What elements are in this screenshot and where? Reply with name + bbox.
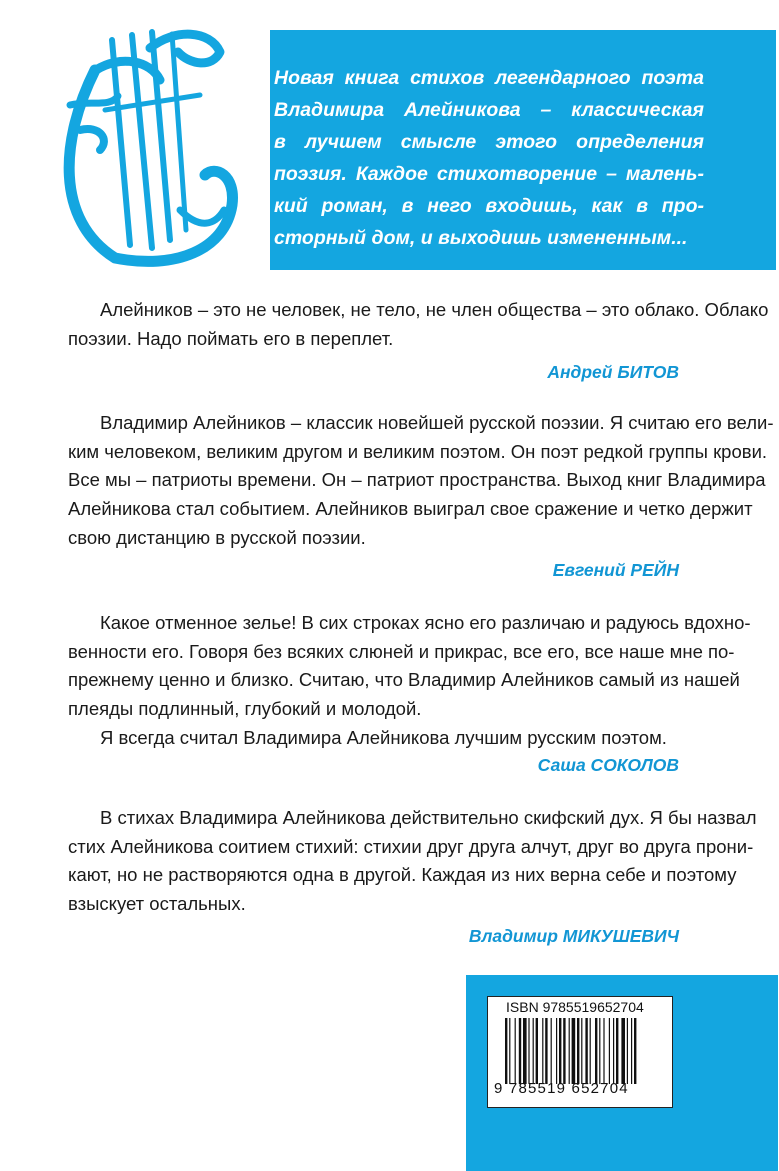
barcode-bar bbox=[621, 1018, 625, 1084]
barcode-bar bbox=[603, 1018, 604, 1084]
barcode-bar bbox=[613, 1018, 614, 1084]
barcode-bar bbox=[563, 1018, 565, 1084]
quote-text bbox=[68, 609, 751, 753]
barcode-bar bbox=[577, 1018, 579, 1084]
lyre-icon bbox=[0, 0, 270, 280]
barcode-bar bbox=[627, 1018, 628, 1084]
quote-text bbox=[68, 296, 769, 353]
barcode-bar bbox=[599, 1018, 600, 1084]
quote-line: венности его. Говоря без всяких слюней и прикрас, все его, все наше мне по- bbox=[68, 640, 735, 662]
blurb-line: сторный дом, и выходишь измененным... bbox=[274, 227, 688, 249]
barcode-bar bbox=[536, 1018, 538, 1084]
barcode-bar bbox=[545, 1018, 547, 1084]
quote-line: поэзии. Надо поймать его в переплет. bbox=[68, 327, 394, 349]
quote-line: взыскует остальных. bbox=[68, 893, 246, 915]
barcode-bar bbox=[528, 1018, 529, 1084]
quote-line: Какое отменное зелье! В сих строках ясно его различаю и радуюсь вдохно- bbox=[100, 612, 751, 633]
barcode-bar bbox=[609, 1018, 610, 1084]
barcode-bar bbox=[515, 1018, 516, 1084]
quote-line: плеяды подлинный, глубокий и молодой. bbox=[68, 698, 422, 720]
barcode-bar bbox=[551, 1018, 552, 1084]
blurb-line: Владимира Алейникова – классическая bbox=[274, 99, 704, 121]
quote-line: стих Алейникова соитием стихий: стихии друг друга алчут, друг во друга прони- bbox=[68, 835, 754, 857]
blurb-line: поэзия. Каждое стихотворение – малень- bbox=[274, 163, 704, 185]
barcode-bar bbox=[509, 1018, 510, 1084]
barcode-bar bbox=[590, 1018, 591, 1084]
quote-line: Алейникова стал событием. Алейников выиграл свое сражение и четко держит bbox=[68, 498, 753, 520]
isbn-digits: 9 785519 652704 bbox=[494, 1080, 629, 1097]
quote-line: Алейников – это не человек, не тело, не член общества – это облако. Облако bbox=[100, 299, 769, 320]
blurb-line: в лучшем смысле этого определения bbox=[274, 131, 704, 153]
quote-author: Владимир МИКУШЕВИЧ bbox=[468, 926, 679, 946]
quote-line: Я всегда считал Владимира Алейникова лучшим русским поэтом. bbox=[100, 726, 667, 748]
barcode-bar bbox=[634, 1018, 636, 1084]
blurb bbox=[274, 62, 704, 254]
barcode-bar bbox=[559, 1018, 561, 1084]
barcode-bar bbox=[523, 1018, 527, 1084]
barcode-bar bbox=[556, 1018, 557, 1084]
quote-line: ким человеком, великим другом и великим поэтом. Он поэт редкой группы крови. bbox=[68, 440, 768, 462]
blurb-line: кий роман, в него входишь, как в про- bbox=[274, 195, 704, 217]
quote-line: Все мы – патриоты времени. Он – патриот пространства. Выход книг Владимира bbox=[68, 469, 766, 491]
barcode-bar bbox=[533, 1018, 534, 1084]
quote-line: прежнему ценно и близко. Считаю, что Владимир Алейников самый из нашей bbox=[68, 669, 740, 691]
quote-author: Андрей БИТОВ bbox=[547, 362, 679, 382]
barcode-bar bbox=[572, 1018, 576, 1084]
quote-line: Владимир Алейников – классик новейшей русской поэзии. Я считаю его вели- bbox=[100, 412, 774, 433]
barcode-bar bbox=[569, 1018, 570, 1084]
isbn-label: ISBN 9785519652704 bbox=[506, 999, 644, 1015]
quote-line: кают, но не растворяются одна в другой. Каждая из них верна себе и поэтому bbox=[68, 864, 737, 886]
barcode-bar bbox=[616, 1018, 618, 1084]
quote-author: Саша СОКОЛОВ bbox=[537, 755, 679, 775]
quote-text bbox=[68, 804, 757, 919]
barcode-bar bbox=[585, 1018, 587, 1084]
quote-line: В стихах Владимира Алейникова действительно скифский дух. Я бы назвал bbox=[100, 807, 757, 828]
quote-line: свою дистанцию в русской поэзии. bbox=[68, 526, 366, 548]
quote-author: Евгений РЕЙН bbox=[552, 560, 679, 580]
barcode-bar bbox=[542, 1018, 543, 1084]
barcode-bar bbox=[505, 1018, 507, 1084]
barcode-bar bbox=[581, 1018, 582, 1084]
barcode-bar bbox=[631, 1018, 632, 1084]
barcode-icon bbox=[505, 1018, 655, 1084]
barcode-bar bbox=[595, 1018, 597, 1084]
quote-text bbox=[68, 409, 774, 553]
blurb-line: Новая книга стихов легендарного поэта bbox=[274, 67, 704, 89]
barcode-bar bbox=[519, 1018, 521, 1084]
